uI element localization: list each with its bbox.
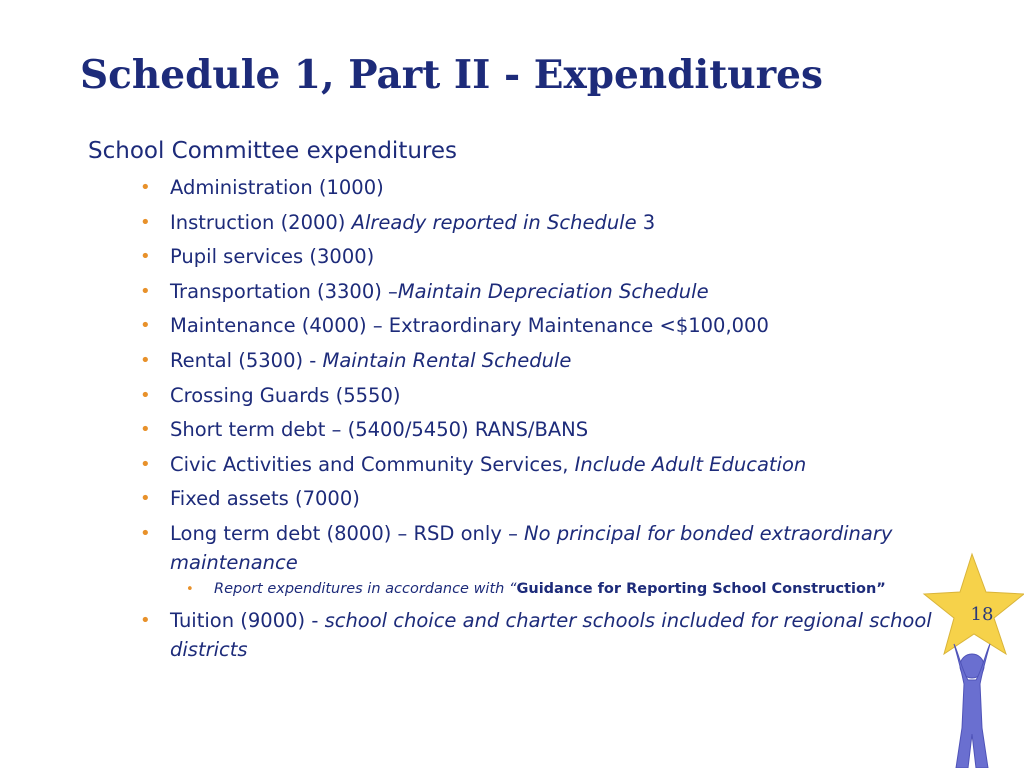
item-text: Short term debt – (5400/5450) RANS/BANS: [170, 418, 589, 442]
item-text: Administration (1000): [170, 176, 384, 199]
list-item: [140, 346, 940, 375]
item-italic-note: No principal for bonded extraordinary maintenance: [170, 521, 893, 574]
list-item: [140, 606, 940, 664]
item-text: Maintenance (4000) – Extraordinary Maintenance <$100,000: [170, 314, 769, 338]
list-item: [140, 242, 940, 271]
item-text: Tuition (9000) -: [170, 608, 325, 632]
sub-list-item: [186, 579, 940, 600]
expenditure-list: [140, 173, 940, 669]
page-number: 18: [970, 604, 994, 625]
star-figure-icon: [912, 548, 1024, 768]
item-italic-note: Maintain Depreciation Schedule: [397, 279, 709, 303]
item-italic-note: Maintain Rental Schedule: [322, 348, 572, 372]
item-text: Transportation (3300) –: [170, 279, 398, 303]
item-italic-note: school choice and charter schools included for regional school districts: [170, 608, 932, 661]
item-text: Crossing Guards (5550): [170, 383, 401, 407]
item-text: Pupil services (3000): [170, 245, 375, 269]
item-text: Instruction (2000): [170, 210, 352, 234]
list-item: [140, 450, 940, 479]
item-italic-note: Already reported in Schedule: [351, 210, 637, 234]
list-item: [140, 519, 940, 600]
item-italic-note: Include Adult Education: [574, 452, 807, 476]
item-text: Civic Activities and Community Services,: [170, 452, 575, 476]
sub-item-italic: Report expenditures in accordance with “: [214, 580, 517, 597]
list-item: [140, 415, 940, 444]
list-item: [140, 381, 940, 410]
list-item: [140, 208, 940, 237]
sub-item-bold: Guidance for Reporting School Construction”: [516, 580, 886, 597]
sub-list: [186, 579, 940, 600]
slide-title: Schedule 1, Part II - Expenditures: [80, 52, 823, 98]
person-figure-icon: [954, 644, 990, 768]
list-item: [140, 173, 940, 202]
item-text: Long term debt (8000) – RSD only –: [170, 521, 525, 545]
item-text-after: 3: [636, 210, 656, 234]
list-item: [140, 484, 940, 513]
item-text: Rental (5300) -: [170, 348, 323, 372]
list-item: [140, 277, 940, 306]
section-subheading: School Committee expenditures: [88, 138, 457, 164]
item-text: Fixed assets (7000): [170, 487, 360, 511]
list-item: [140, 311, 940, 340]
